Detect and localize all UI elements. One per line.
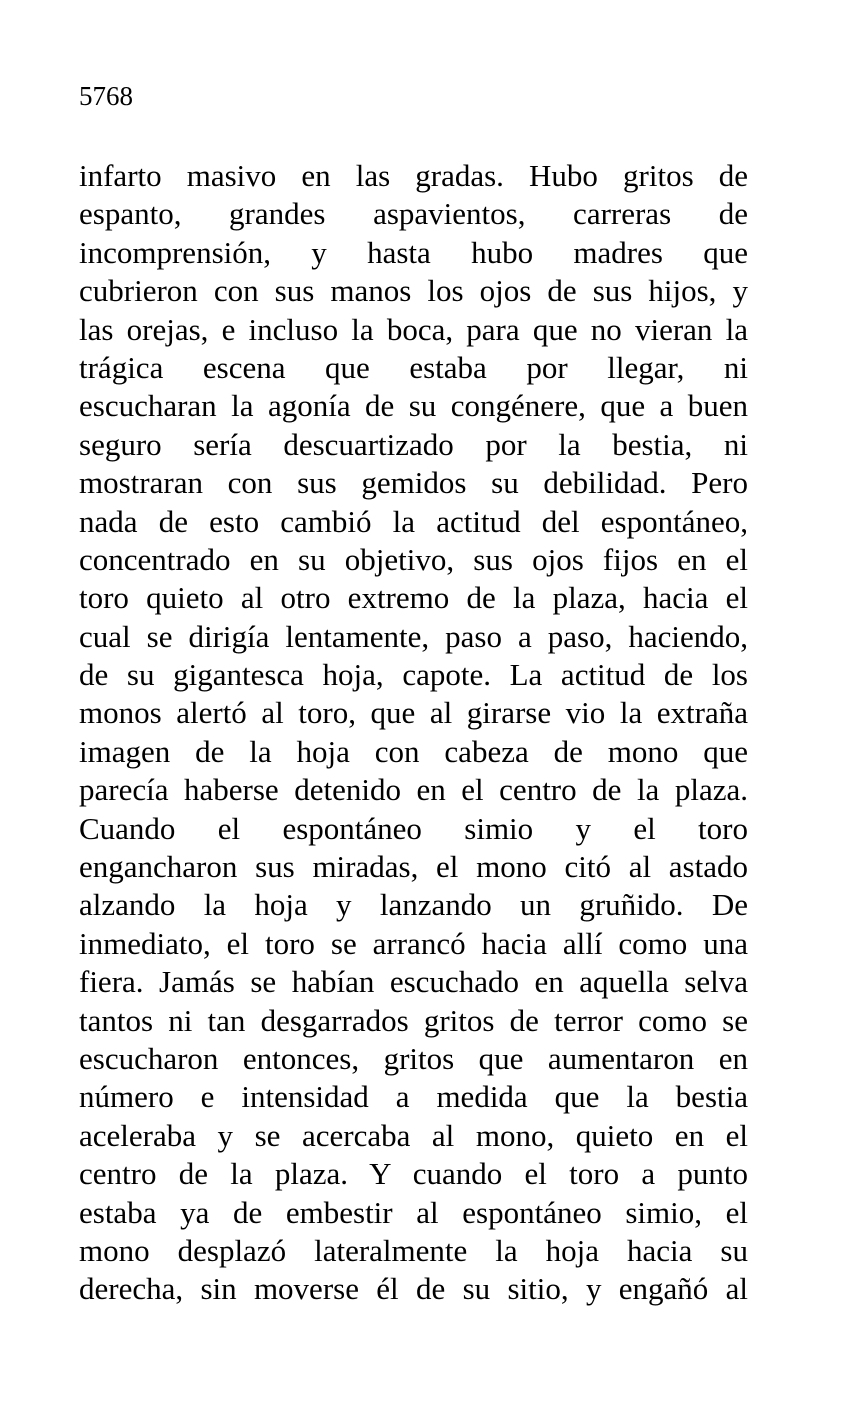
text-line: estaba ya de embestir al espontáneo simio, el (79, 1194, 748, 1230)
text-line: infarto masivo en las gradas. Hubo gritos de (79, 158, 748, 193)
text-line: número e intensidad a medida que la bestia (79, 1079, 748, 1115)
text-line: cubrieron con sus manos los ojos de sus hijos, y (79, 273, 748, 309)
text-line: de su gigantesca hoja, capote. La actitud de los (79, 657, 748, 693)
text-line: mono desplazó lateralmente la hoja hacia su (79, 1232, 748, 1268)
page-number: 5768 (79, 81, 133, 111)
text-line: centro de la plaza. Y cuando el toro a punto (79, 1156, 748, 1192)
text-line: derecha, sin moverse él de su sitio, y engañó al (79, 1271, 748, 1307)
text-line: tantos ni tan desgarrados gritos de terror como se (79, 1002, 748, 1038)
text-line: alzando la hoja y lanzando un gruñido. De (79, 887, 748, 923)
text-line: parecía haberse detenido en el centro de la plaza. (79, 772, 748, 808)
text-line: escucharan la agonía de su congénere, que a buen (79, 388, 748, 424)
text-line: concentrado en su objetivo, sus ojos fijos en el (79, 541, 748, 577)
text-line: inmediato, el toro se arrancó hacia allí como una (79, 925, 748, 961)
text-line: mostraran con sus gemidos su debilidad. Pero (79, 465, 748, 501)
body-text (79, 157, 748, 1309)
text-line: aceleraba y se acercaba al mono, quieto en el (79, 1117, 748, 1153)
text-line: fiera. Jamás se habían escuchado en aquella selva (79, 964, 748, 1000)
text-line: nada de esto cambió la actitud del espontáneo, (79, 503, 748, 539)
text-line: toro quieto al otro extremo de la plaza, hacia el (79, 580, 748, 616)
text-line: escucharon entonces, gritos que aumentaron en (79, 1040, 748, 1076)
text-line: trágica escena que estaba por llegar, ni (79, 349, 748, 385)
text-line: Cuando el espontáneo simio y el toro (79, 810, 748, 846)
text-line: monos alertó al toro, que al girarse vio la extraña (79, 695, 748, 731)
text-line: engancharon sus miradas, el mono citó al astado (79, 849, 748, 885)
text-line: incomprensión, y hasta hubo madres que (79, 234, 748, 270)
text-line: seguro sería descuartizado por la bestia, ni (79, 426, 748, 462)
text-line: imagen de la hoja con cabeza de mono que (79, 733, 748, 769)
text-line: cual se dirigía lentamente, paso a paso, haciendo, (79, 618, 748, 654)
text-line: las orejas, e incluso la boca, para que no vieran la (79, 311, 748, 347)
text-line: espanto, grandes aspavientos, carreras de (79, 196, 748, 232)
